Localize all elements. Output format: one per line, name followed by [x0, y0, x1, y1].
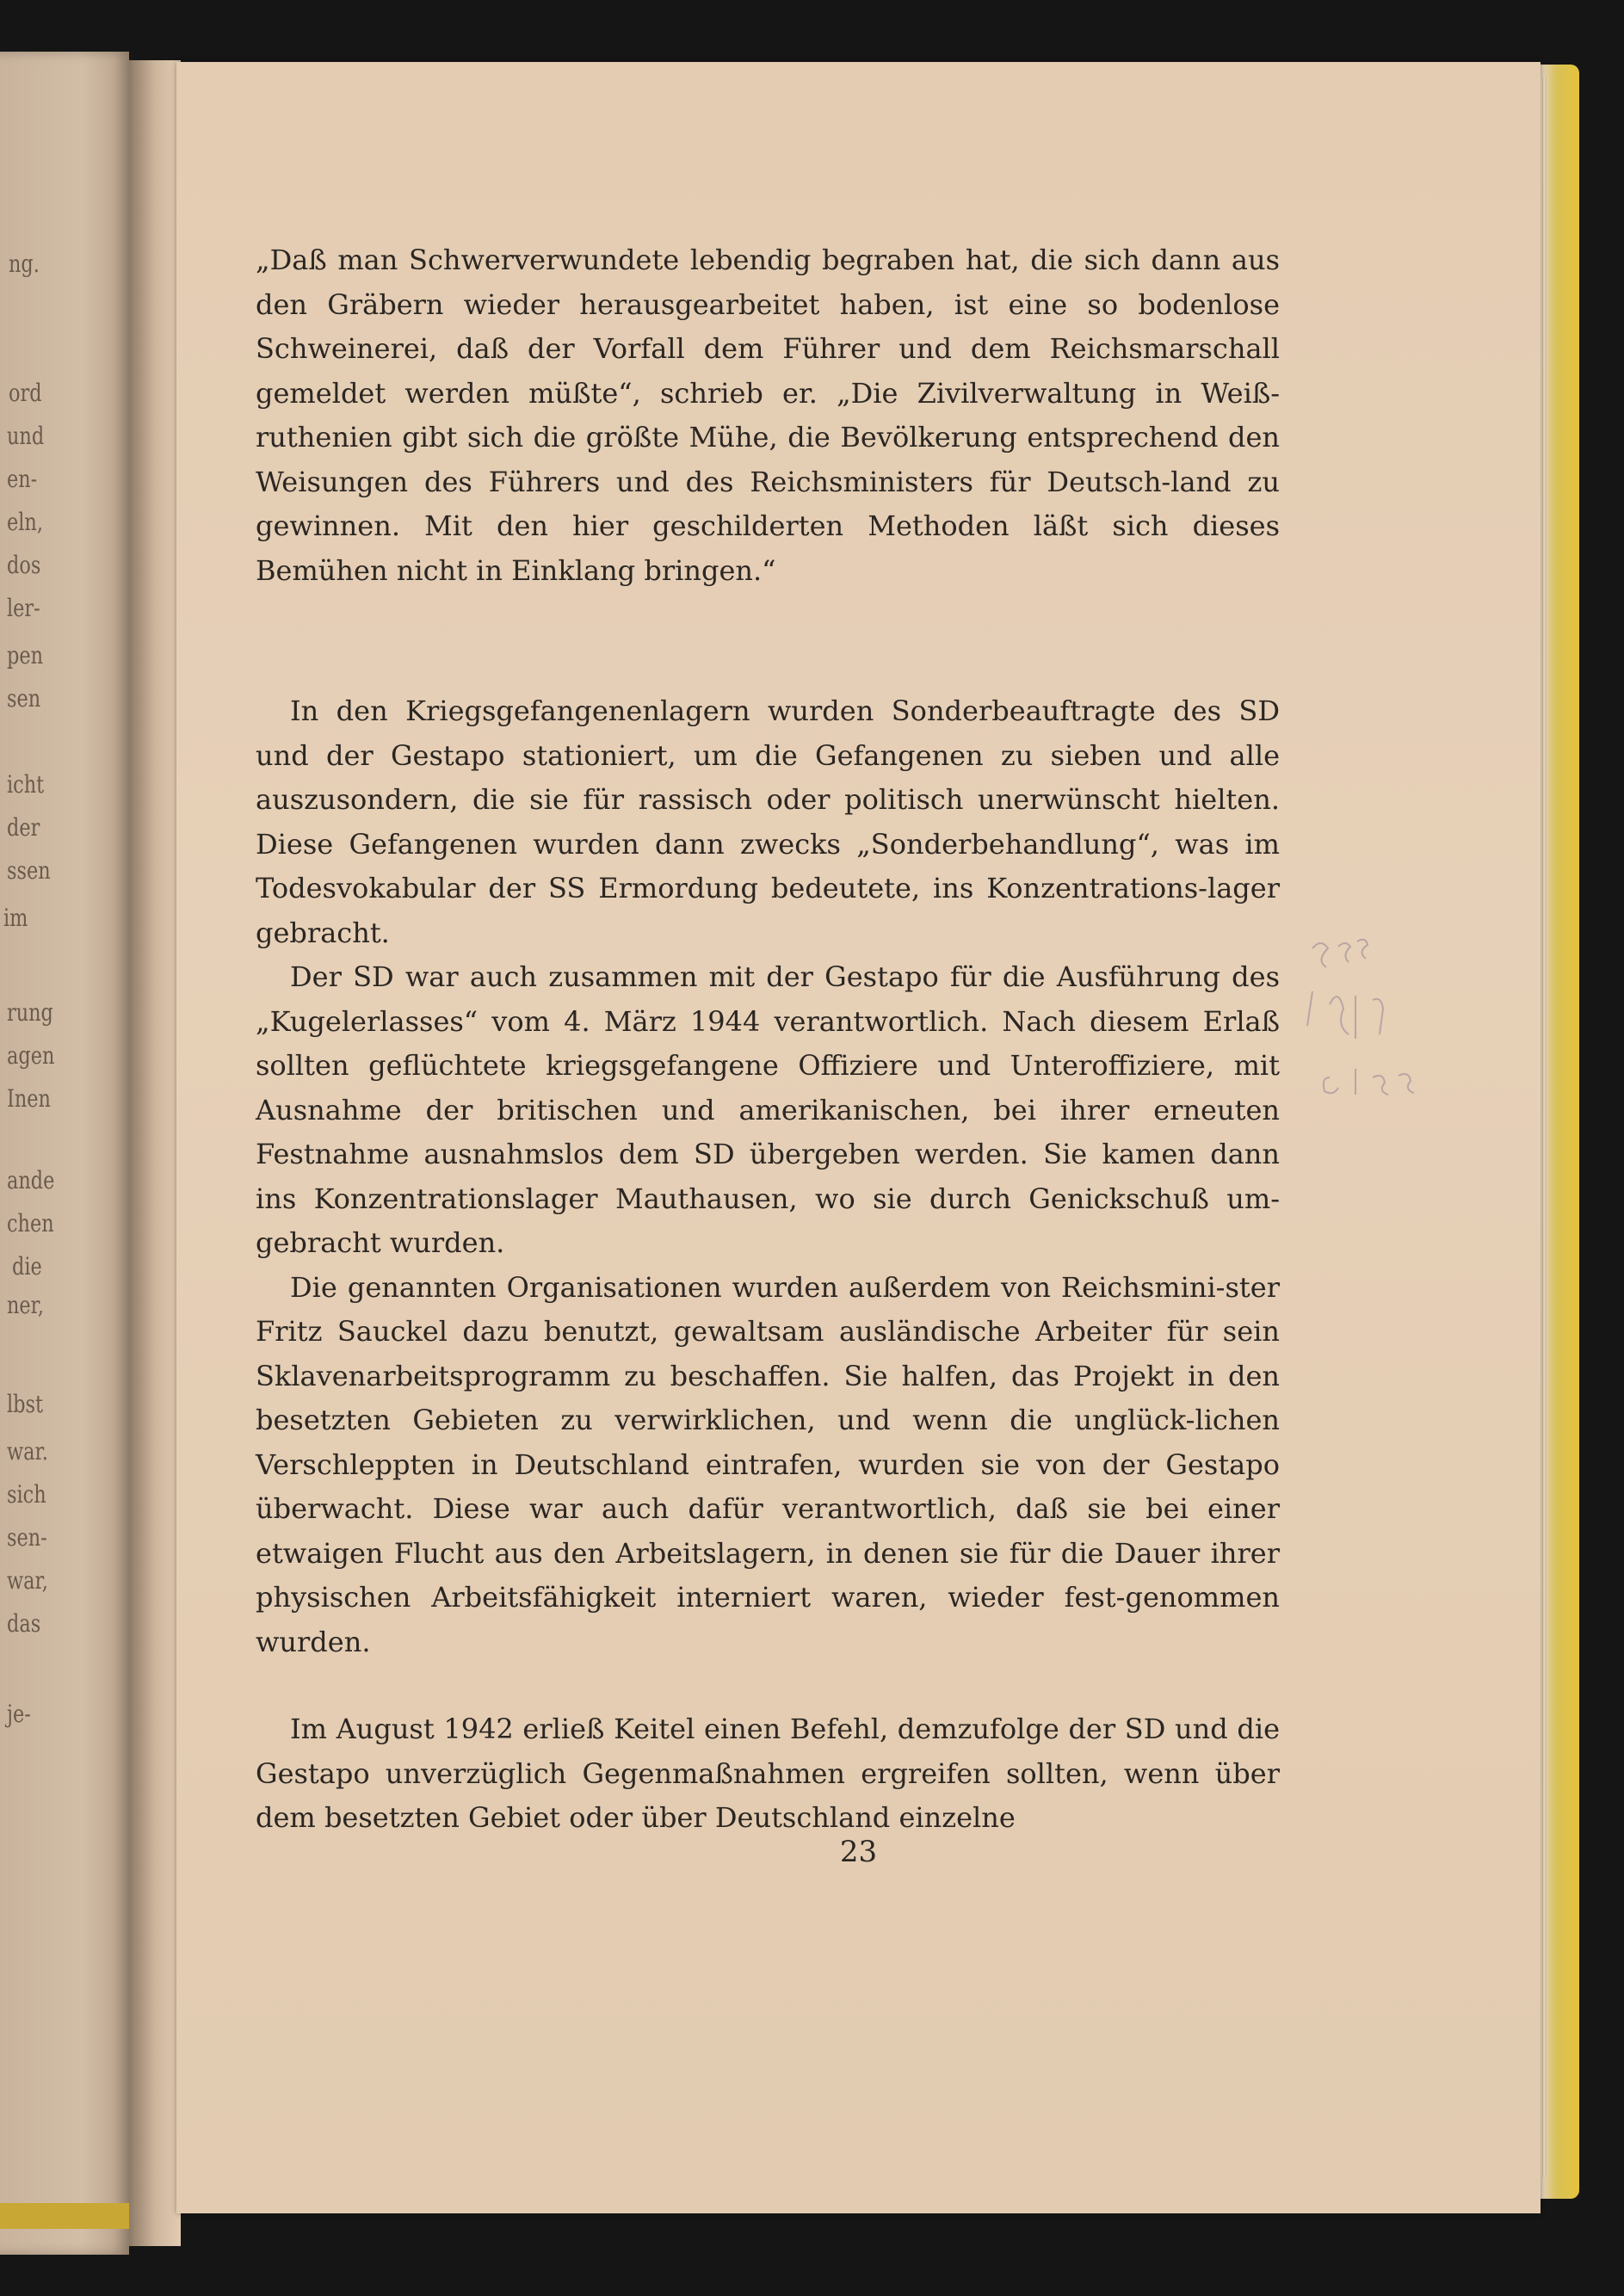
left-fragment: ler- — [7, 594, 40, 622]
left-fragment: im — [3, 904, 28, 932]
paragraph-quote: „Daß man Schwerverwundete lebendig begraben hat, die sich dann aus den Gräbern wieder herausgearbeitet haben, ist eine so bodenlose Schweinerei, daß der Vorfall dem Führer und dem Reichsmarschall gemeldet werden müßte“, schrieb er. „Die Zivilverwaltung in Weiß-ruthenien gibt sich die größte Mühe, die Bevölkerung entsprechend den Weisungen des Führers und des Reichsministers für Deutsch-land zu gewinnen. Mit den hier geschilderten Methoden läßt sich dieses Bemühen nicht in Einklang bringen.“ — [256, 244, 1280, 587]
left-fragment: ord — [9, 379, 42, 407]
left-fragment: je- — [7, 1700, 31, 1728]
left-fragment: dos — [7, 551, 41, 579]
paragraph: Der SD war auch zusammen mit der Gestapo für die Ausführung des „Kugelerlasses“ vom 4. März 1944 verantwortlich. Nach diesem Erlaß sollten geflüchtete kriegsgefangene Offiziere und Unteroffiziere, mit Ausnahme der britischen und amerikanischen, bei ihrer erneuten Festnahme ausnahmslos dem SD übergeben werden. Sie kamen dann ins Konzentrationslager Mauthausen, wo sie durch Genickschuß um-gebracht wurden. — [256, 960, 1280, 1259]
paragraph: Die genannten Organisationen wurden außerdem von Reichsmini-ster Fritz Sauckel dazu benutzt, gewaltsam ausländische Arbeiter für sein Sklavenarbeitsprogramm zu beschaffen. Sie halfen, das Projekt in den besetzten Gebieten zu verwirklichen, und wenn die unglück-lichen Verschleppten in Deutschland eintrafen, wurden sie von der Gestapo überwacht. Diese war auch dafür verantwortlich, daß sie bei einer etwaigen Flucht aus den Arbeitslagern, in denen sie für die Dauer ihrer physischen Arbeitsfähigkeit interniert waren, wieder fest-genommen wurden. — [256, 1270, 1280, 1658]
book-page — [176, 62, 1541, 2213]
left-fragment: ner, — [7, 1291, 45, 1319]
left-fragment: sen — [7, 684, 41, 713]
left-fragment: war, — [7, 1566, 48, 1595]
left-fragment: die — [12, 1252, 42, 1281]
left-fragment: agen — [7, 1041, 55, 1070]
previous-page-text — [0, 0, 129, 2237]
left-fragment: lbst — [7, 1390, 43, 1418]
left-fragment: ssen — [7, 856, 51, 885]
left-fragment: chen — [7, 1209, 54, 1237]
left-fragment: eln, — [7, 508, 43, 536]
paragraph: Im August 1942 erließ Keitel einen Befehl, demzufolge der SD und die Gestapo unverzüglich Gegenmaßnahmen ergreifen sollten, wenn über dem besetzten Gebiet oder über Deutschland einzelne — [256, 1713, 1280, 1834]
left-fragment: pen — [7, 641, 44, 670]
left-fragment: ande — [7, 1166, 55, 1194]
pencil-margin-note — [1295, 923, 1485, 1146]
left-fragment: der — [7, 813, 40, 842]
left-fragment: war. — [7, 1437, 48, 1466]
left-fragment: rung — [7, 998, 53, 1027]
body-text — [256, 238, 1280, 1841]
left-fragment: das — [7, 1609, 41, 1638]
left-fragment: ng. — [9, 250, 40, 278]
left-fragment: Inen — [7, 1084, 51, 1113]
left-fragment: en- — [7, 465, 38, 493]
left-fragment: und — [7, 422, 45, 450]
page-number: 23 — [839, 1835, 878, 1869]
left-fragment: sich — [7, 1480, 46, 1509]
paragraph: In den Kriegsgefangenenlagern wurden Sonderbeauftragte des SD und der Gestapo stationiert, um die Gefangenen zu sieben und alle auszusondern, die sie für rassisch oder politisch unerwünscht hielten. Diese Gefangenen wurden dann zwecks „Sonderbehandlung“, was im Todesvokabular der SS Ermordung bedeutete, ins Konzentrations-lager gebracht. — [256, 694, 1280, 949]
left-fragment: icht — [7, 770, 45, 799]
book-gutter — [129, 60, 181, 2246]
left-fragment: sen- — [7, 1523, 47, 1552]
